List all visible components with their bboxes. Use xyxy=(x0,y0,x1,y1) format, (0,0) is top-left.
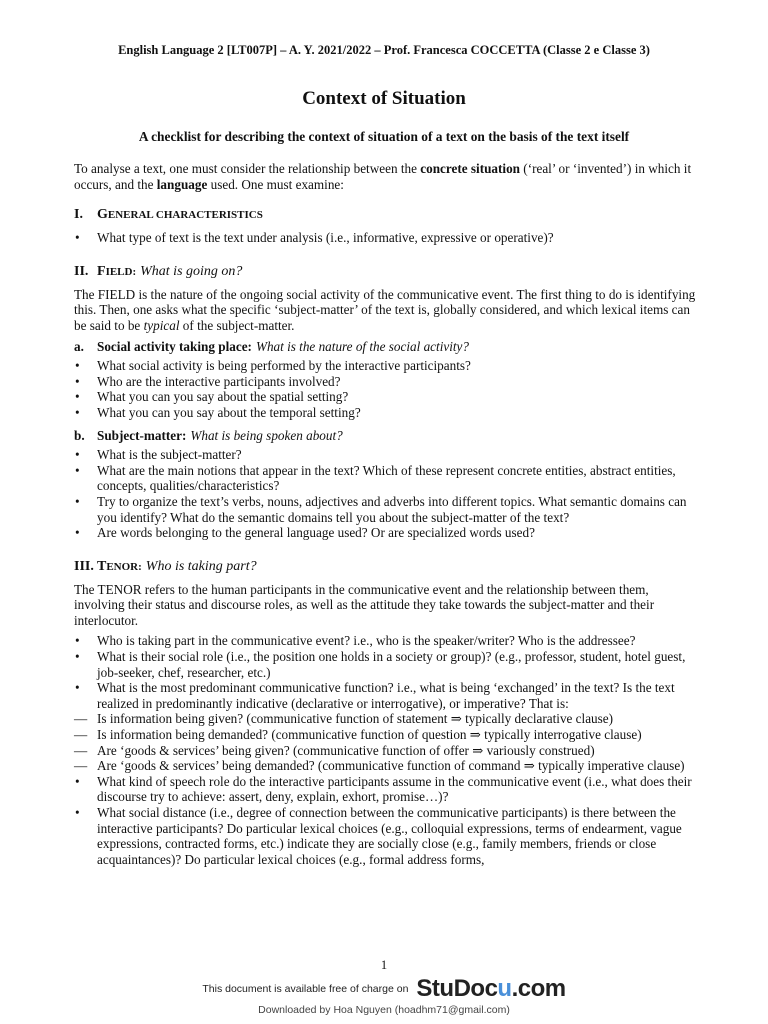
course-header: English Language 2 [LT007P] – A. Y. 2021/2022 – Prof. Francesca COCCETTA (Classe 2 e Classe 3) xyxy=(118,43,650,57)
list-item: • What is the subject-matter? xyxy=(74,447,702,463)
section-smallcaps: IELD: xyxy=(105,265,137,278)
section-name xyxy=(97,559,142,575)
section-name xyxy=(97,207,263,223)
list-item: • Are words belonging to the general language used? Or are specialized words used? xyxy=(74,525,702,541)
logo-text-a: StuDoc xyxy=(416,975,498,1002)
field-text-2: of the subject-matter. xyxy=(179,317,295,333)
section-question: What is going on? xyxy=(140,263,243,279)
section-smallcaps: ENOR: xyxy=(106,560,142,573)
list-item: • What you can you say about the spatial setting? xyxy=(74,389,702,405)
field-text-1: The FIELD is the nature of the ongoing social activity of the communicative event. The first thing to do is identifying this. Then, one asks what the specific ‘subject-matter’ of the text is, globally considered, and which lexical items can be said to be xyxy=(74,286,696,333)
general-list xyxy=(74,230,702,246)
dash-item: — Is information being given? (communicative function of statement ⇒ typically declarative clause) xyxy=(74,711,702,727)
studocu-banner[interactable] xyxy=(0,975,768,1003)
subsection-label: Subject-matter: xyxy=(97,427,187,443)
intro-paragraph xyxy=(74,161,702,192)
tenor-list xyxy=(74,633,702,867)
page-title: Context of Situation xyxy=(302,88,466,109)
list-item: • What social activity is being performed by the interactive participants? xyxy=(74,358,702,374)
intro-bold-1: concrete situation xyxy=(420,161,520,176)
section-number: II. xyxy=(74,263,89,279)
list-item: • What social distance (i.e., degree of connection between the communicative participants) is there between the interactive participants? Do particular lexical choices (e.g., colloquial expressions, terms of endearment, vague expressions, contracted forms, etc.) indicate they are socially close (e.g., family members, friends or close acquaintances)? Do particular lexical choices (e.g., formal address forms, xyxy=(74,805,702,867)
section-name xyxy=(97,264,136,280)
subsection-question: What is the nature of the social activity? xyxy=(255,338,469,354)
list-item: • Try to organize the text’s verbs, nouns, adjectives and adverbs into different topics. What semantic domains can you identify? What do the semantic domains tell you about the subject-matter of the text? xyxy=(74,494,702,525)
section-number: I. xyxy=(74,207,83,223)
list-item: • What kind of speech role do the interactive participants assume in the communicative event (i.e., what does their discourse try to achieve: assert, deny, explain, exhort, promise…)? xyxy=(74,774,702,805)
field-italic: typical xyxy=(143,317,180,333)
logo-text-b: .com xyxy=(511,975,566,1002)
tenor-paragraph: The TENOR refers to the human participants in the communicative event and the relationship between them, involving their status and discourse roles, as well as the attitude they take towards the subject-matter and their interlocutor. xyxy=(74,581,655,628)
subsection-letter: a. xyxy=(74,338,84,354)
list-item: • Who is taking part in the communicative event? i.e., who is the speaker/writer? Who is the addressee? xyxy=(74,633,702,649)
dash-item: — Is information being demanded? (communicative function of question ⇒ typically interrogative clause) xyxy=(74,727,702,743)
subsection-question: What is being spoken about? xyxy=(190,427,343,443)
section-initial: G xyxy=(97,207,108,223)
list-item-text: What is the most predominant communicative function? i.e., what is being ‘exchanged’ in the text? Is the text realized in predominantly indicative (declarative or interrogative), or imperative? That is: xyxy=(97,680,675,711)
section-smallcaps: ENERAL CHARACTERISTICS xyxy=(107,209,263,222)
section-general-heading xyxy=(74,207,702,223)
studocu-logo[interactable] xyxy=(416,975,565,1003)
list-item xyxy=(74,680,702,774)
dash-item: — Are ‘goods & services’ being given? (communicative function of offer ⇒ variously construed) xyxy=(74,743,702,759)
section-initial: F xyxy=(97,263,106,279)
list-item: • What you can you say about the temporal setting? xyxy=(74,405,702,421)
subject-matter-list xyxy=(74,447,702,541)
list-item: • What are the main notions that appear in the text? Which of these represent concrete entities, abstract entities, concepts, qualities/characteristics? xyxy=(74,463,702,494)
section-number: III. xyxy=(74,558,94,574)
section-tenor-heading xyxy=(74,559,702,575)
subsection-label: Social activity taking place: xyxy=(97,338,252,354)
section-field-heading xyxy=(74,264,702,280)
list-item: • What type of text is the text under analysis (i.e., informative, expressive or operative)? xyxy=(74,230,702,246)
intro-text-3: used. One must examine: xyxy=(207,176,344,192)
field-paragraph xyxy=(74,287,702,334)
logo-text-u: u xyxy=(497,975,512,1002)
list-item: • What is their social role (i.e., the position one holds in a society or group)? (e.g., professor, student, hotel guest, job-seeker, chef, researcher, etc.) xyxy=(74,649,702,680)
dash-item: — Are ‘goods & services’ being demanded? (communicative function of command ⇒ typically imperative clause) xyxy=(74,758,702,774)
subsection-social-activity xyxy=(74,339,702,355)
document-body xyxy=(74,161,702,867)
list-item: • Who are the interactive participants involved? xyxy=(74,374,702,390)
downloaded-by-text: Downloaded by Hoa Nguyen (hoadhm71@gmail.com) xyxy=(258,1004,510,1016)
page-number: 1 xyxy=(380,958,388,972)
intro-text-2: (‘real’ or ‘invented’) in which it occurs, and the xyxy=(74,161,692,192)
section-question: Who is taking part? xyxy=(145,558,257,574)
intro-text-1: To analyse a text, one must consider the relationship between the xyxy=(74,161,421,176)
section-initial: T xyxy=(97,558,107,574)
function-dash-list xyxy=(74,711,702,773)
subsection-subject-matter xyxy=(74,428,702,444)
intro-bold-2: language xyxy=(156,176,208,192)
page-subtitle: A checklist for describing the context of situation of a text on the basis of the text itself xyxy=(138,129,630,144)
free-charge-text: This document is available free of charge on xyxy=(202,983,409,995)
social-activity-list xyxy=(74,358,702,420)
subsection-letter: b. xyxy=(74,427,85,443)
